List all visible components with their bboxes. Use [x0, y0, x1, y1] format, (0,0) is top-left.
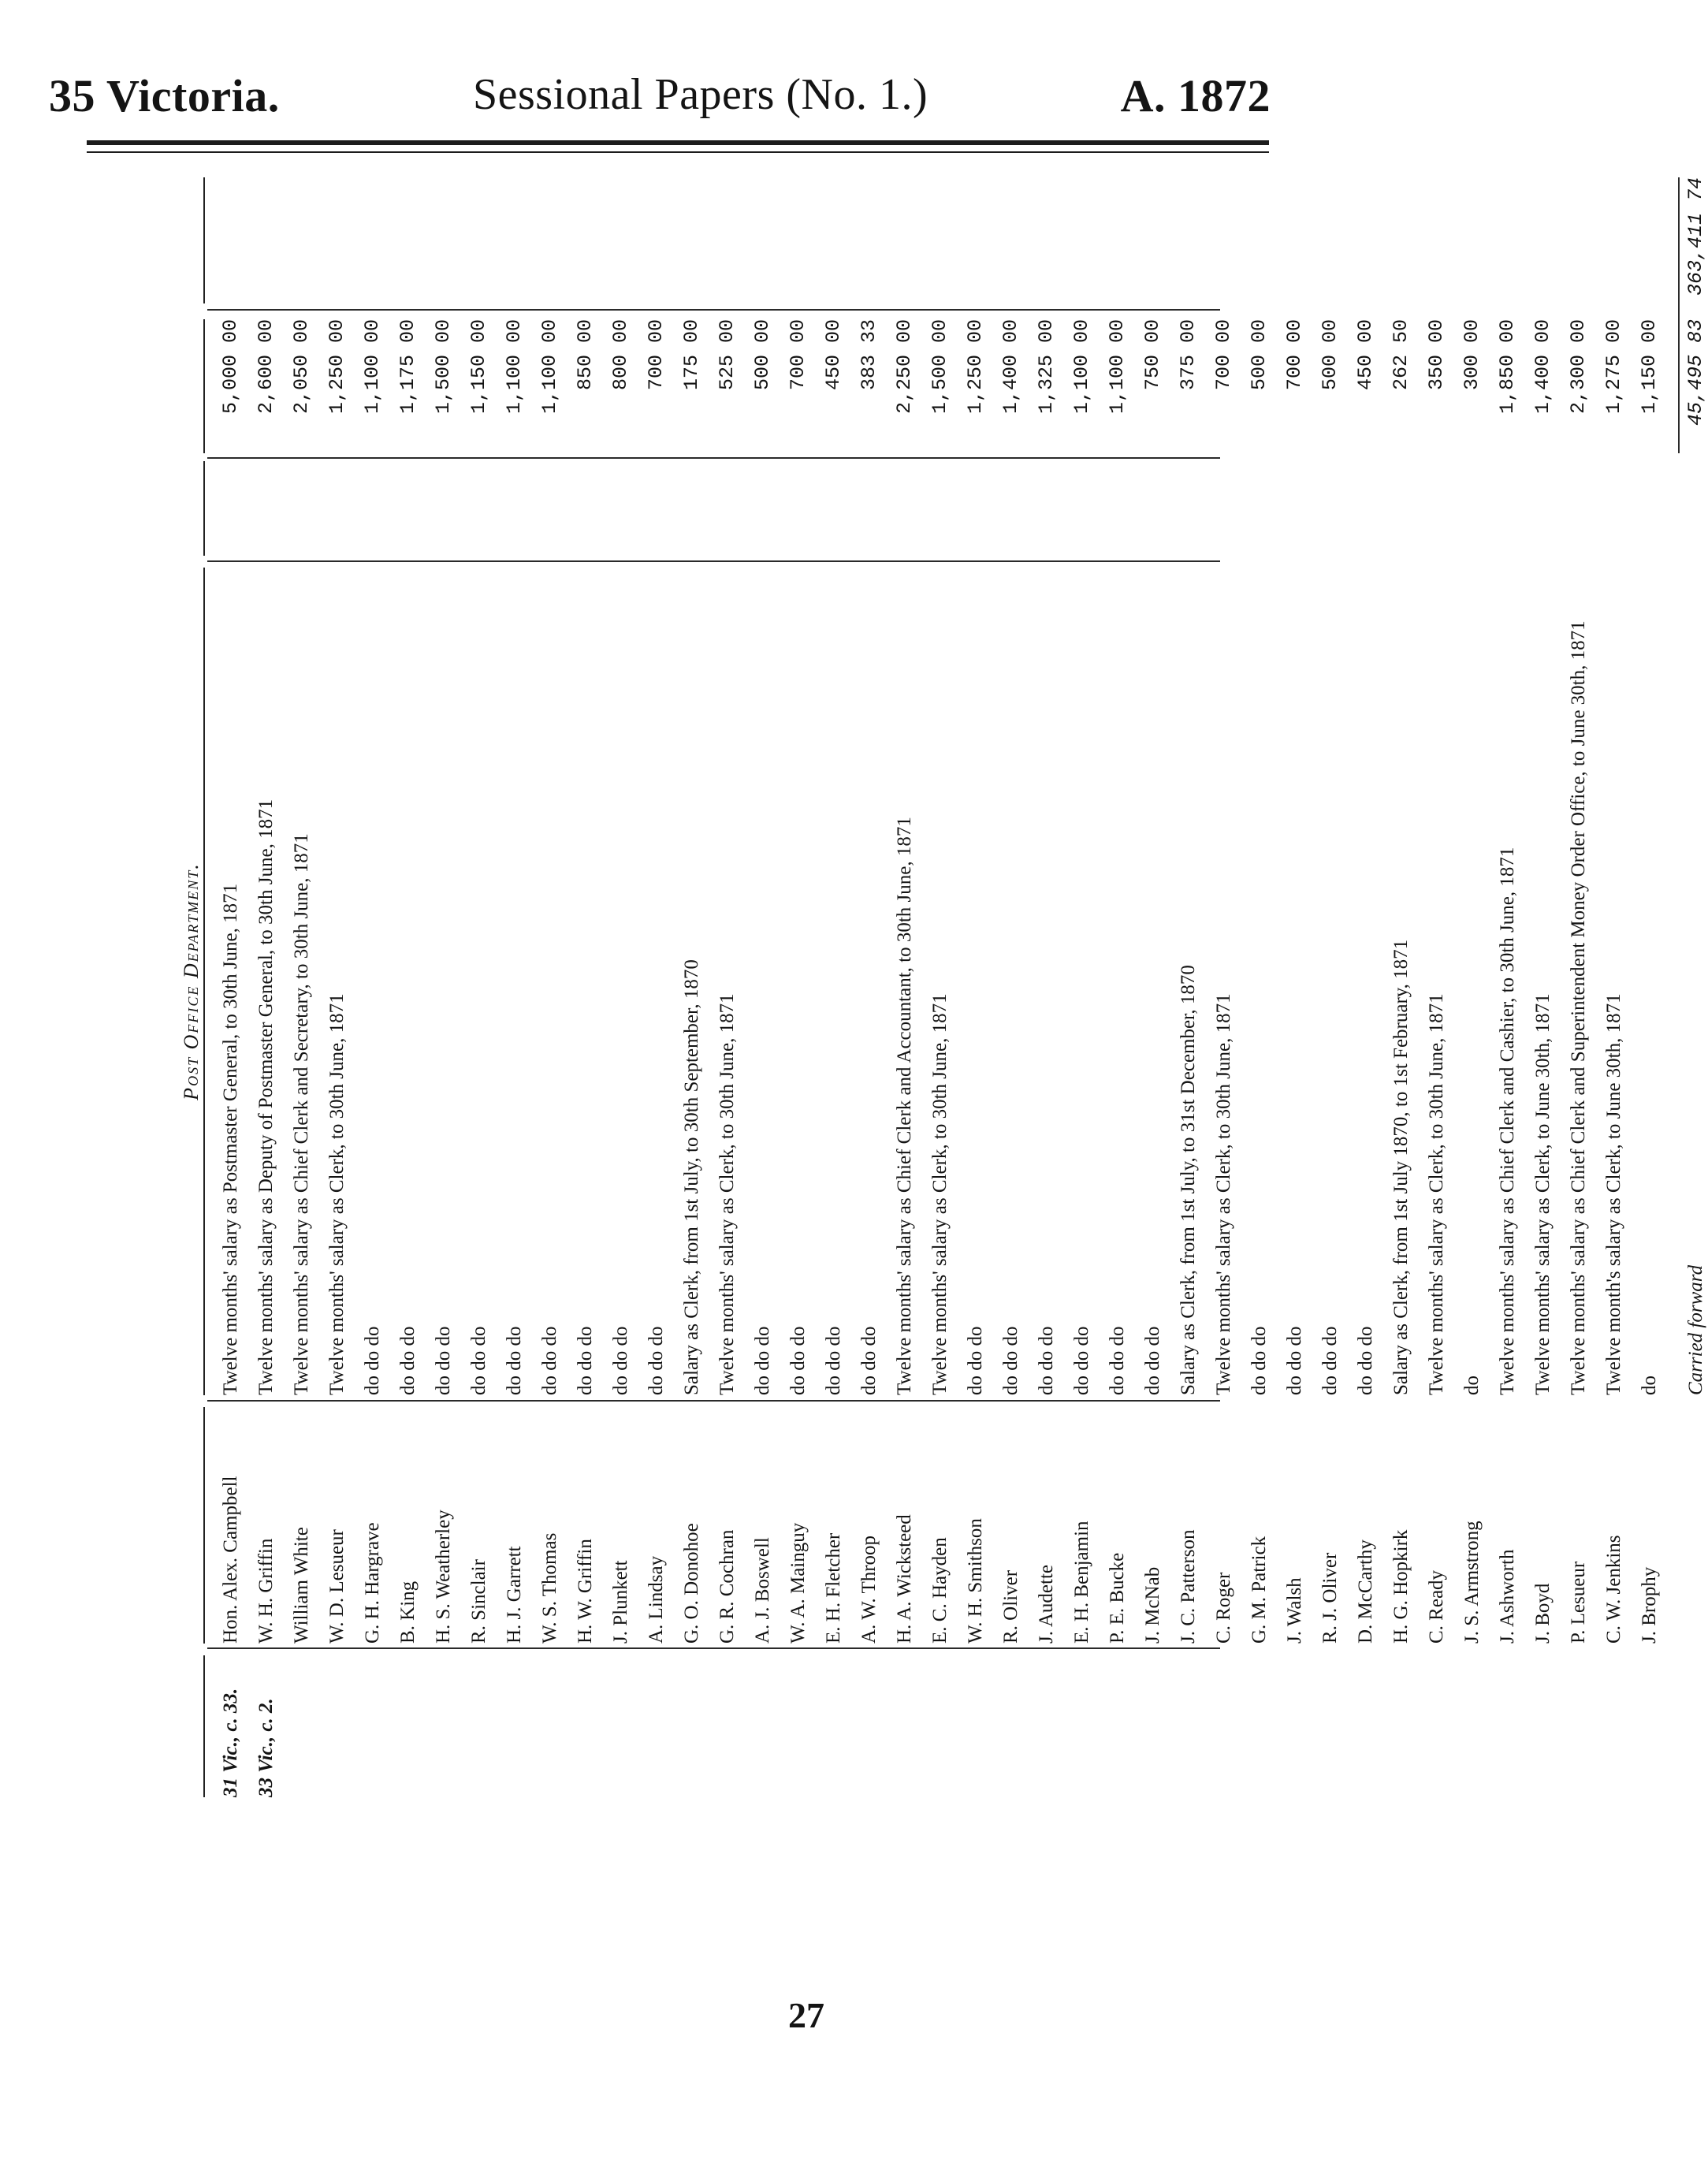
payee-name: J. C. Patterson: [1178, 1529, 1199, 1644]
payee-name: A. W. Throop: [858, 1535, 880, 1644]
salary-description: do do do: [1355, 1326, 1376, 1395]
salary-description: do do do: [1000, 1326, 1021, 1395]
table-row: [645, 173, 668, 1797]
salary-description: do do do: [1107, 1326, 1128, 1395]
amount: 750 00: [1141, 319, 1164, 391]
salary-description: Twelve months' salary as Clerk, to 30th June, 1871: [1426, 993, 1447, 1395]
table-row: [255, 173, 278, 1797]
page-header-center: Sessional Papers (No. 1.): [473, 70, 928, 119]
payee-name: J. Plunkett: [610, 1560, 631, 1644]
salary-description: Twelve months' salary as Clerk, to 30th June, 1871: [716, 993, 738, 1395]
salary-description: do do do: [1071, 1326, 1092, 1395]
payee-name: A. Lindsay: [646, 1555, 667, 1644]
column-divider: [207, 1647, 1220, 1649]
table-row: [219, 173, 243, 1797]
salary-description: Twelve months' salary as Chief Clerk and Superintendent Money Order Office, to June 30th, 1871: [1568, 620, 1589, 1395]
salary-description: do do do: [646, 1326, 667, 1395]
salary-description: do do do: [610, 1326, 631, 1395]
amount: 500 00: [1319, 319, 1341, 391]
payee-name: W. A. Mainguy: [787, 1522, 809, 1644]
table-row: [326, 173, 349, 1797]
salary-description: Twelve months' salary as Chief Clerk and Cashier, to 30th June, 1871: [1497, 847, 1518, 1395]
salary-description: Salary as Clerk, from 1st July, to 30th September, 1870: [681, 959, 702, 1395]
amount: 2,600 00: [255, 319, 277, 415]
amount: 1,500 00: [928, 319, 951, 415]
act-citation: 33 Vic., c. 2.: [255, 1698, 277, 1797]
column-divider: [207, 1400, 1220, 1402]
amount: 1,500 00: [432, 319, 455, 415]
amount: 525 00: [716, 319, 739, 391]
table-row: [467, 173, 491, 1797]
payee-name: J. McNab: [1142, 1566, 1163, 1644]
amount: 850 00: [574, 319, 597, 391]
table-row: [1070, 173, 1094, 1797]
table-row: [1177, 173, 1200, 1797]
salary-description: do do do: [858, 1326, 880, 1395]
carried-forward-label: Carried forward: [1685, 1264, 1706, 1395]
table-row: [787, 173, 810, 1797]
page-number: 27: [788, 1995, 824, 2035]
act-citation: 31 Vic., c. 33.: [220, 1688, 241, 1797]
amount: 1,150 00: [467, 319, 490, 415]
payee-name: R. Sinclair: [468, 1559, 489, 1644]
page-header-right: A. 1872: [1120, 70, 1271, 121]
amount: 700 00: [1283, 319, 1306, 391]
salary-description: do do do: [1142, 1326, 1163, 1395]
amount: 1,100 00: [1070, 319, 1093, 415]
table-row: [1461, 173, 1484, 1797]
salary-description: Twelve months' salary as Chief Clerk and Accountant, to 30th June, 1871: [894, 817, 915, 1395]
table-row: [680, 173, 704, 1797]
amount: 1,100 00: [503, 319, 526, 415]
payee-name: J. Boyd: [1532, 1583, 1554, 1644]
payee-name: D. McCarthy: [1355, 1539, 1376, 1644]
amount: 262 50: [1390, 319, 1412, 391]
salary-description: do do do: [575, 1326, 596, 1395]
amount: 1,100 00: [538, 319, 561, 415]
table-row: [1283, 173, 1307, 1797]
table-row: [1248, 173, 1271, 1797]
table-row: [1212, 173, 1236, 1797]
amount: 1,250 00: [964, 319, 987, 415]
amount: 175 00: [680, 319, 703, 391]
page-header-left: 35 Victoria.: [49, 70, 280, 121]
salary-description: do: [1461, 1376, 1483, 1395]
salary-description: Twelve months' salary as Clerk, to 30th June, 1871: [929, 993, 951, 1395]
amount: 5,000 00: [219, 319, 242, 415]
table-row: [538, 173, 562, 1797]
amount: 1,150 00: [1638, 319, 1661, 415]
table-row: [893, 173, 917, 1797]
carried-forward-rule: [1678, 177, 1680, 453]
amount: 350 00: [1425, 319, 1448, 391]
table-row: [290, 173, 314, 1797]
salary-description: Twelve months' salary as Clerk, to 30th June, 1871: [326, 993, 348, 1395]
amount: 500 00: [751, 319, 774, 391]
payee-name: J. Ashworth: [1497, 1549, 1518, 1644]
table-row: [1638, 173, 1661, 1797]
payee-name: J. Brophy: [1639, 1566, 1660, 1644]
payee-name: J. S. Armstrong: [1461, 1521, 1483, 1644]
carried-forward-row: [1684, 173, 1708, 1797]
payee-name: R. Oliver: [1000, 1569, 1021, 1644]
col-head-total: [140, 177, 205, 303]
carried-forward-amount: 45,495 83: [1684, 319, 1707, 426]
salary-description: do do do: [504, 1326, 525, 1395]
amount: 1,175 00: [396, 319, 419, 415]
amount: 500 00: [1248, 319, 1271, 391]
table-row: [999, 173, 1023, 1797]
amount: 700 00: [645, 319, 668, 391]
salary-description: do do do: [1284, 1326, 1305, 1395]
salary-description: do do do: [787, 1326, 809, 1395]
payee-name: E. H. Benjamin: [1071, 1521, 1092, 1644]
payee-name: G. M. Patrick: [1248, 1536, 1270, 1644]
table-row: [503, 173, 527, 1797]
col-head-amount: [140, 319, 205, 453]
table-row: [1496, 173, 1520, 1797]
payee-name: P. Lesueur: [1568, 1561, 1589, 1644]
salary-description: Twelve months' salary as Chief Clerk and Secretary, to 30th June, 1871: [291, 833, 312, 1395]
salary-description: do do do: [1248, 1326, 1270, 1395]
table-row: [1319, 173, 1342, 1797]
table-row: [432, 173, 456, 1797]
payee-name: P. E. Bucke: [1107, 1552, 1128, 1644]
salary-description: Twelve months' salary as Postmaster General, to 30th June, 1871: [220, 883, 241, 1395]
payee-name: W. D. Lesueur: [326, 1529, 348, 1644]
amount: 300 00: [1461, 319, 1483, 391]
amount: 1,275 00: [1602, 319, 1625, 415]
table-row: [858, 173, 881, 1797]
amount: 1,325 00: [1035, 319, 1058, 415]
header-rule-thin: [87, 151, 1269, 153]
column-divider: [207, 457, 1220, 459]
salary-description: Twelve month's salary as Clerk, to June 30th, 1871: [1603, 993, 1624, 1395]
amount: 450 00: [822, 319, 845, 391]
column-divider: [207, 309, 1220, 311]
amount: 1,250 00: [326, 319, 348, 415]
payee-name: H. A. Wicksteed: [894, 1514, 915, 1644]
department-title: Post Office Department.: [140, 568, 205, 1395]
payee-name: H. J. Garrett: [504, 1546, 525, 1644]
table-row: [361, 173, 385, 1797]
amount: 700 00: [1212, 319, 1235, 391]
amount: 700 00: [787, 319, 809, 391]
payee-name: E. H. Fletcher: [823, 1532, 844, 1644]
amount: 2,050 00: [290, 319, 313, 415]
table-row: [1567, 173, 1591, 1797]
col-head-act: [140, 1655, 205, 1797]
table-row: [928, 173, 952, 1797]
amount: 1,850 00: [1496, 319, 1519, 415]
table-row: [396, 173, 420, 1797]
payee-name: H. G. Hopkirk: [1390, 1529, 1412, 1644]
amount: 2,250 00: [893, 319, 916, 415]
amount: 375 00: [1177, 319, 1200, 391]
payee-name: William White: [291, 1527, 312, 1644]
table-row: [1106, 173, 1129, 1797]
table-row: [822, 173, 846, 1797]
salary-description: do do do: [397, 1326, 419, 1395]
payee-name: H. W. Griffin: [575, 1539, 596, 1644]
payee-name: G. H. Hargrave: [362, 1522, 383, 1644]
salary-description: do: [1639, 1376, 1660, 1395]
payee-name: J. Walsh: [1284, 1577, 1305, 1644]
payee-name: R. J. Oliver: [1319, 1552, 1341, 1644]
salary-description: do do do: [965, 1326, 986, 1395]
payee-name: C. Ready: [1426, 1569, 1447, 1644]
salary-table: [132, 173, 1707, 1797]
salary-description: do do do: [823, 1326, 844, 1395]
amount: 800 00: [609, 319, 632, 391]
salary-description: do do do: [1036, 1326, 1057, 1395]
salary-description: Twelve months' salary as Clerk, to 30th June, 1871: [1213, 993, 1234, 1395]
table-row: [574, 173, 597, 1797]
amount: 450 00: [1354, 319, 1377, 391]
salary-description: Salary as Clerk, from 1st July, to 31st December, 1870: [1178, 965, 1199, 1395]
payee-name: W. S. Thomas: [539, 1532, 560, 1644]
amount: 2,300 00: [1567, 319, 1590, 415]
col-head-name: [140, 1407, 205, 1644]
table-row: [1602, 173, 1626, 1797]
salary-description: Twelve months' salary as Clerk, to June 30th, 1871: [1532, 993, 1554, 1395]
payee-name: J. Audette: [1036, 1565, 1057, 1644]
table-row: [1354, 173, 1378, 1797]
payee-name: G. R. Cochran: [716, 1529, 738, 1644]
payee-name: W. H. Smithson: [965, 1518, 986, 1644]
payee-name: B. King: [397, 1580, 419, 1644]
amount: 1,100 00: [1106, 319, 1129, 415]
table-row: [751, 173, 775, 1797]
salary-description: do do do: [752, 1326, 773, 1395]
amount: 1,400 00: [1531, 319, 1554, 415]
salary-description: do do do: [362, 1326, 383, 1395]
col-head-blank: [140, 461, 205, 556]
payee-name: A. J. Boswell: [752, 1537, 773, 1644]
amount: 383 33: [858, 319, 880, 391]
table-row: [716, 173, 739, 1797]
payee-name: H. S. Weatherley: [433, 1510, 454, 1644]
column-divider: [207, 560, 1220, 562]
salary-description: do do do: [433, 1326, 454, 1395]
table-row: [1141, 173, 1165, 1797]
table-row: [609, 173, 633, 1797]
payee-name: C. W. Jenkins: [1603, 1535, 1624, 1644]
table-row: [1035, 173, 1059, 1797]
amount: 1,400 00: [999, 319, 1022, 415]
payee-name: Hon. Alex. Campbell: [220, 1476, 241, 1644]
salary-description: Twelve months' salary as Deputy of Postmaster General, to 30th June, 1871: [255, 799, 277, 1395]
salary-description: do do do: [539, 1326, 560, 1395]
payee-name: C. Roger: [1213, 1572, 1234, 1644]
header-rule-thick: [87, 140, 1269, 145]
amount: 1,100 00: [361, 319, 384, 415]
table-row: [1425, 173, 1449, 1797]
table-row: [964, 173, 988, 1797]
table-row: [1390, 173, 1413, 1797]
salary-description: Salary as Clerk, from 1st July 1870, to 1st February, 1871: [1390, 939, 1412, 1395]
table-row: [1531, 173, 1555, 1797]
payee-name: E. C. Hayden: [929, 1537, 951, 1644]
payee-name: W. H. Griffin: [255, 1538, 277, 1644]
salary-description: do do do: [468, 1326, 489, 1395]
salary-description: do do do: [1319, 1326, 1341, 1395]
payee-name: G. O. Donohoe: [681, 1523, 702, 1644]
carried-forward-total: 363,411 74: [1684, 177, 1707, 296]
